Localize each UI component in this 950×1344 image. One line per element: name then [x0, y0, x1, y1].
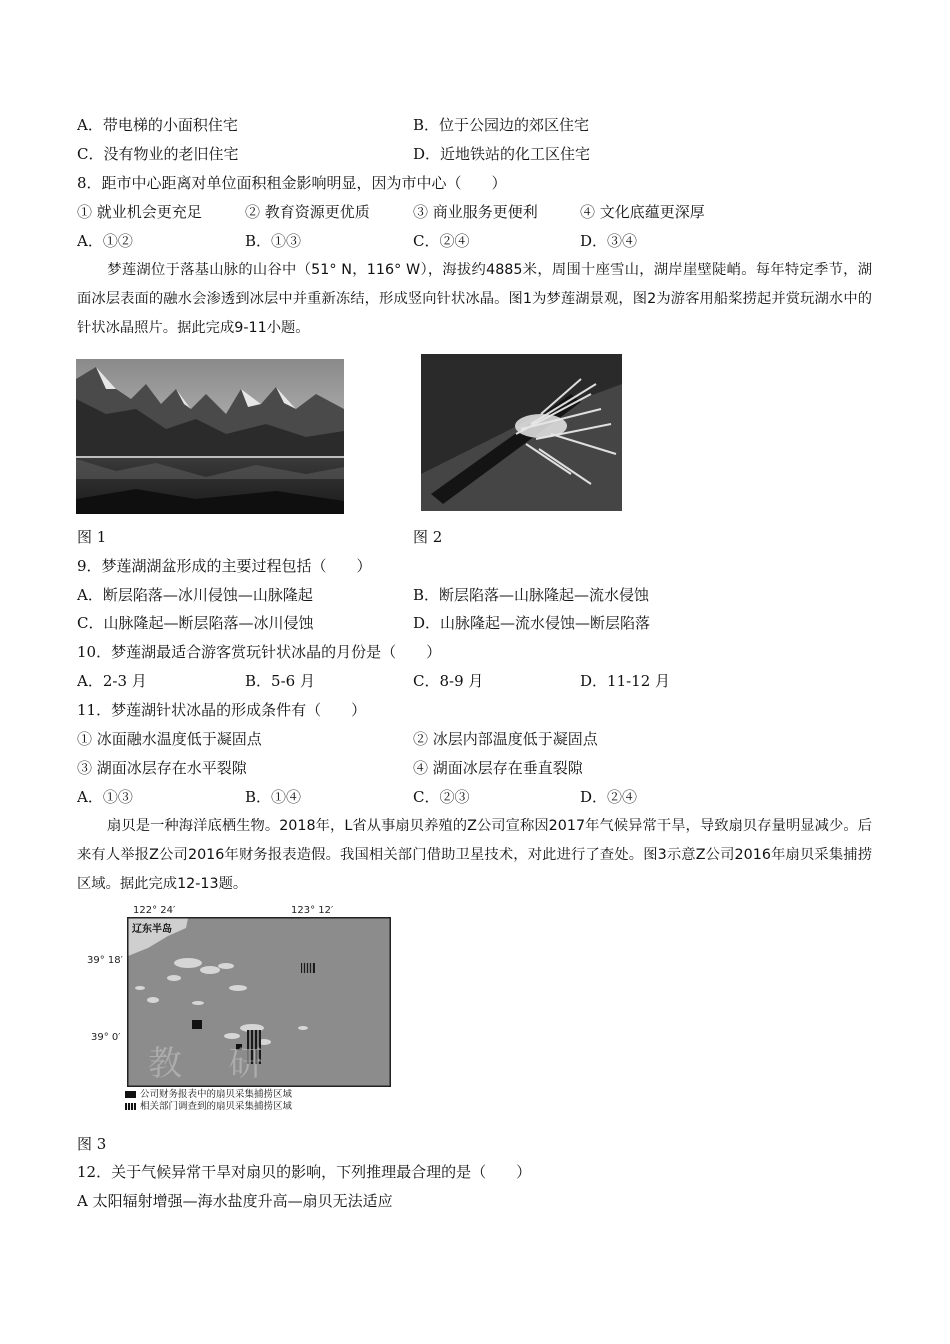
map-region-label: 辽东半岛 [132, 924, 172, 935]
q11-statement-4: ④ 湖面冰层存在垂直裂隙 [413, 759, 583, 777]
q7-option-a: A．带电梯的小面积住宅 [77, 116, 238, 134]
q7-option-c: C．没有物业的老旧住宅 [77, 145, 239, 163]
q12-stem: 12．关于气候异常干旱对扇贝的影响，下列推理最合理的是（ ） [77, 1163, 532, 1181]
legend-hatched-swatch [125, 1103, 136, 1110]
q8-statement-4: ④ 文化底蕴更深厚 [580, 203, 705, 221]
q8-statement-2: ② 教育资源更优质 [245, 203, 370, 221]
q9-option-d: D．山脉隆起—流水侵蚀—断层陷落 [413, 614, 651, 632]
q8-option-c: C．②④ [413, 232, 470, 250]
q9-option-b: B．断层陷落—山脉隆起—流水侵蚀 [413, 586, 650, 604]
q8-stem: 8．距市中心距离对单位面积租金影响明显，因为市中心（ ） [77, 174, 507, 192]
q9-option-a: A．断层陷落—冰川侵蚀—山脉隆起 [77, 586, 313, 604]
figure-2-caption: 图 2 [413, 528, 443, 546]
q8-option-b: B．①③ [245, 232, 302, 250]
q9-option-c: C．山脉隆起—断层陷落—冰川侵蚀 [77, 614, 314, 632]
map-latitude-1: 39° 18′ [87, 955, 123, 966]
passage-lake [77, 256, 872, 343]
q8-option-d: D．③④ [580, 232, 638, 250]
q11-statement-1: ① 冰面融水温度低于凝固点 [77, 730, 262, 748]
q11-option-d: D．②④ [580, 788, 638, 806]
q11-stem: 11．梦莲湖针状冰晶的形成条件有（ ） [77, 701, 367, 719]
passage-lake-text: 梦莲湖位于落基山脉的山谷中（51° N，116° W），海拔约4885米，周围十座雪山，湖岸崖壁陡峭。每年特定季节，湖面冰层表面的融水会渗透到冰层中并重新冻结，形成竖向针状冰晶。图1为梦莲湖景观，图2为游客用船桨捞起并赏玩湖水中的针状冰晶照片。据此完成9-11小题。 [77, 262, 872, 336]
q8-option-a: A．①② [77, 232, 133, 250]
q11-statement-2: ② 冰层内部温度低于凝固点 [413, 730, 598, 748]
passage-scallop-text: 扇贝是一种海洋底栖生物。2018年，L省从事扇贝养殖的Z公司宣称因2017年气候异常干旱，导致扇贝存量明显减少。后来有人举报Z公司2016年财务报表造假。我国相关部门借助卫星技术，对此进行了查处。图3示意Z公司2016年扇贝采集捕捞区域。据此完成12-13题。 [77, 818, 872, 892]
q12-option-a: A 太阳辐射增强—海水盐度升高—扇贝无法适应 [77, 1192, 393, 1210]
watermark: 教 研 [148, 1044, 281, 1084]
map-longitude-1: 122° 24′ [133, 905, 176, 916]
map-frame [127, 917, 391, 1087]
q7-option-d: D．近地铁站的化工区住宅 [413, 145, 591, 163]
map-longitude-2: 123° 12′ [291, 905, 334, 916]
figure-1-caption: 图 1 [77, 528, 107, 546]
figure-2-ice-crystal-photo [421, 354, 622, 511]
q11-option-a: A．①③ [77, 788, 133, 806]
passage-scallop [77, 812, 872, 899]
q10-option-d: D．11-12 月 [580, 672, 671, 690]
q11-option-b: B．①④ [245, 788, 302, 806]
legend-solid-swatch [125, 1091, 136, 1098]
legend-item-investigated [125, 1098, 292, 1112]
q10-stem: 10．梦莲湖最适合游客赏玩针状冰晶的月份是（ ） [77, 643, 442, 661]
figure-3-map [77, 905, 397, 1120]
q11-statement-3: ③ 湖面冰层存在水平裂隙 [77, 759, 247, 777]
q7-option-b: B．位于公园边的郊区住宅 [413, 116, 590, 134]
q9-stem: 9．梦莲湖湖盆形成的主要过程包括（ ） [77, 557, 372, 575]
ice-crystal-image [421, 354, 622, 511]
q8-statement-3: ③ 商业服务更便利 [413, 203, 538, 221]
figure-3-caption: 图 3 [77, 1135, 107, 1153]
figure-1-lake-photo [76, 359, 344, 514]
legend-investigated-label: 相关部门调查到的扇贝采集捕捞区域 [140, 1101, 293, 1112]
q10-option-b: B．5-6 月 [245, 672, 315, 690]
q10-option-a: A．2-3 月 [77, 672, 147, 690]
legend-reported-label: 公司财务报表中的扇贝采集捕捞区域 [140, 1089, 293, 1100]
q8-statement-1: ① 就业机会更充足 [77, 203, 202, 221]
q10-option-c: C．8-9 月 [413, 672, 484, 690]
map-latitude-2: 39° 0′ [91, 1032, 121, 1043]
q11-option-c: C．②③ [413, 788, 470, 806]
lake-landscape-image [76, 359, 344, 514]
